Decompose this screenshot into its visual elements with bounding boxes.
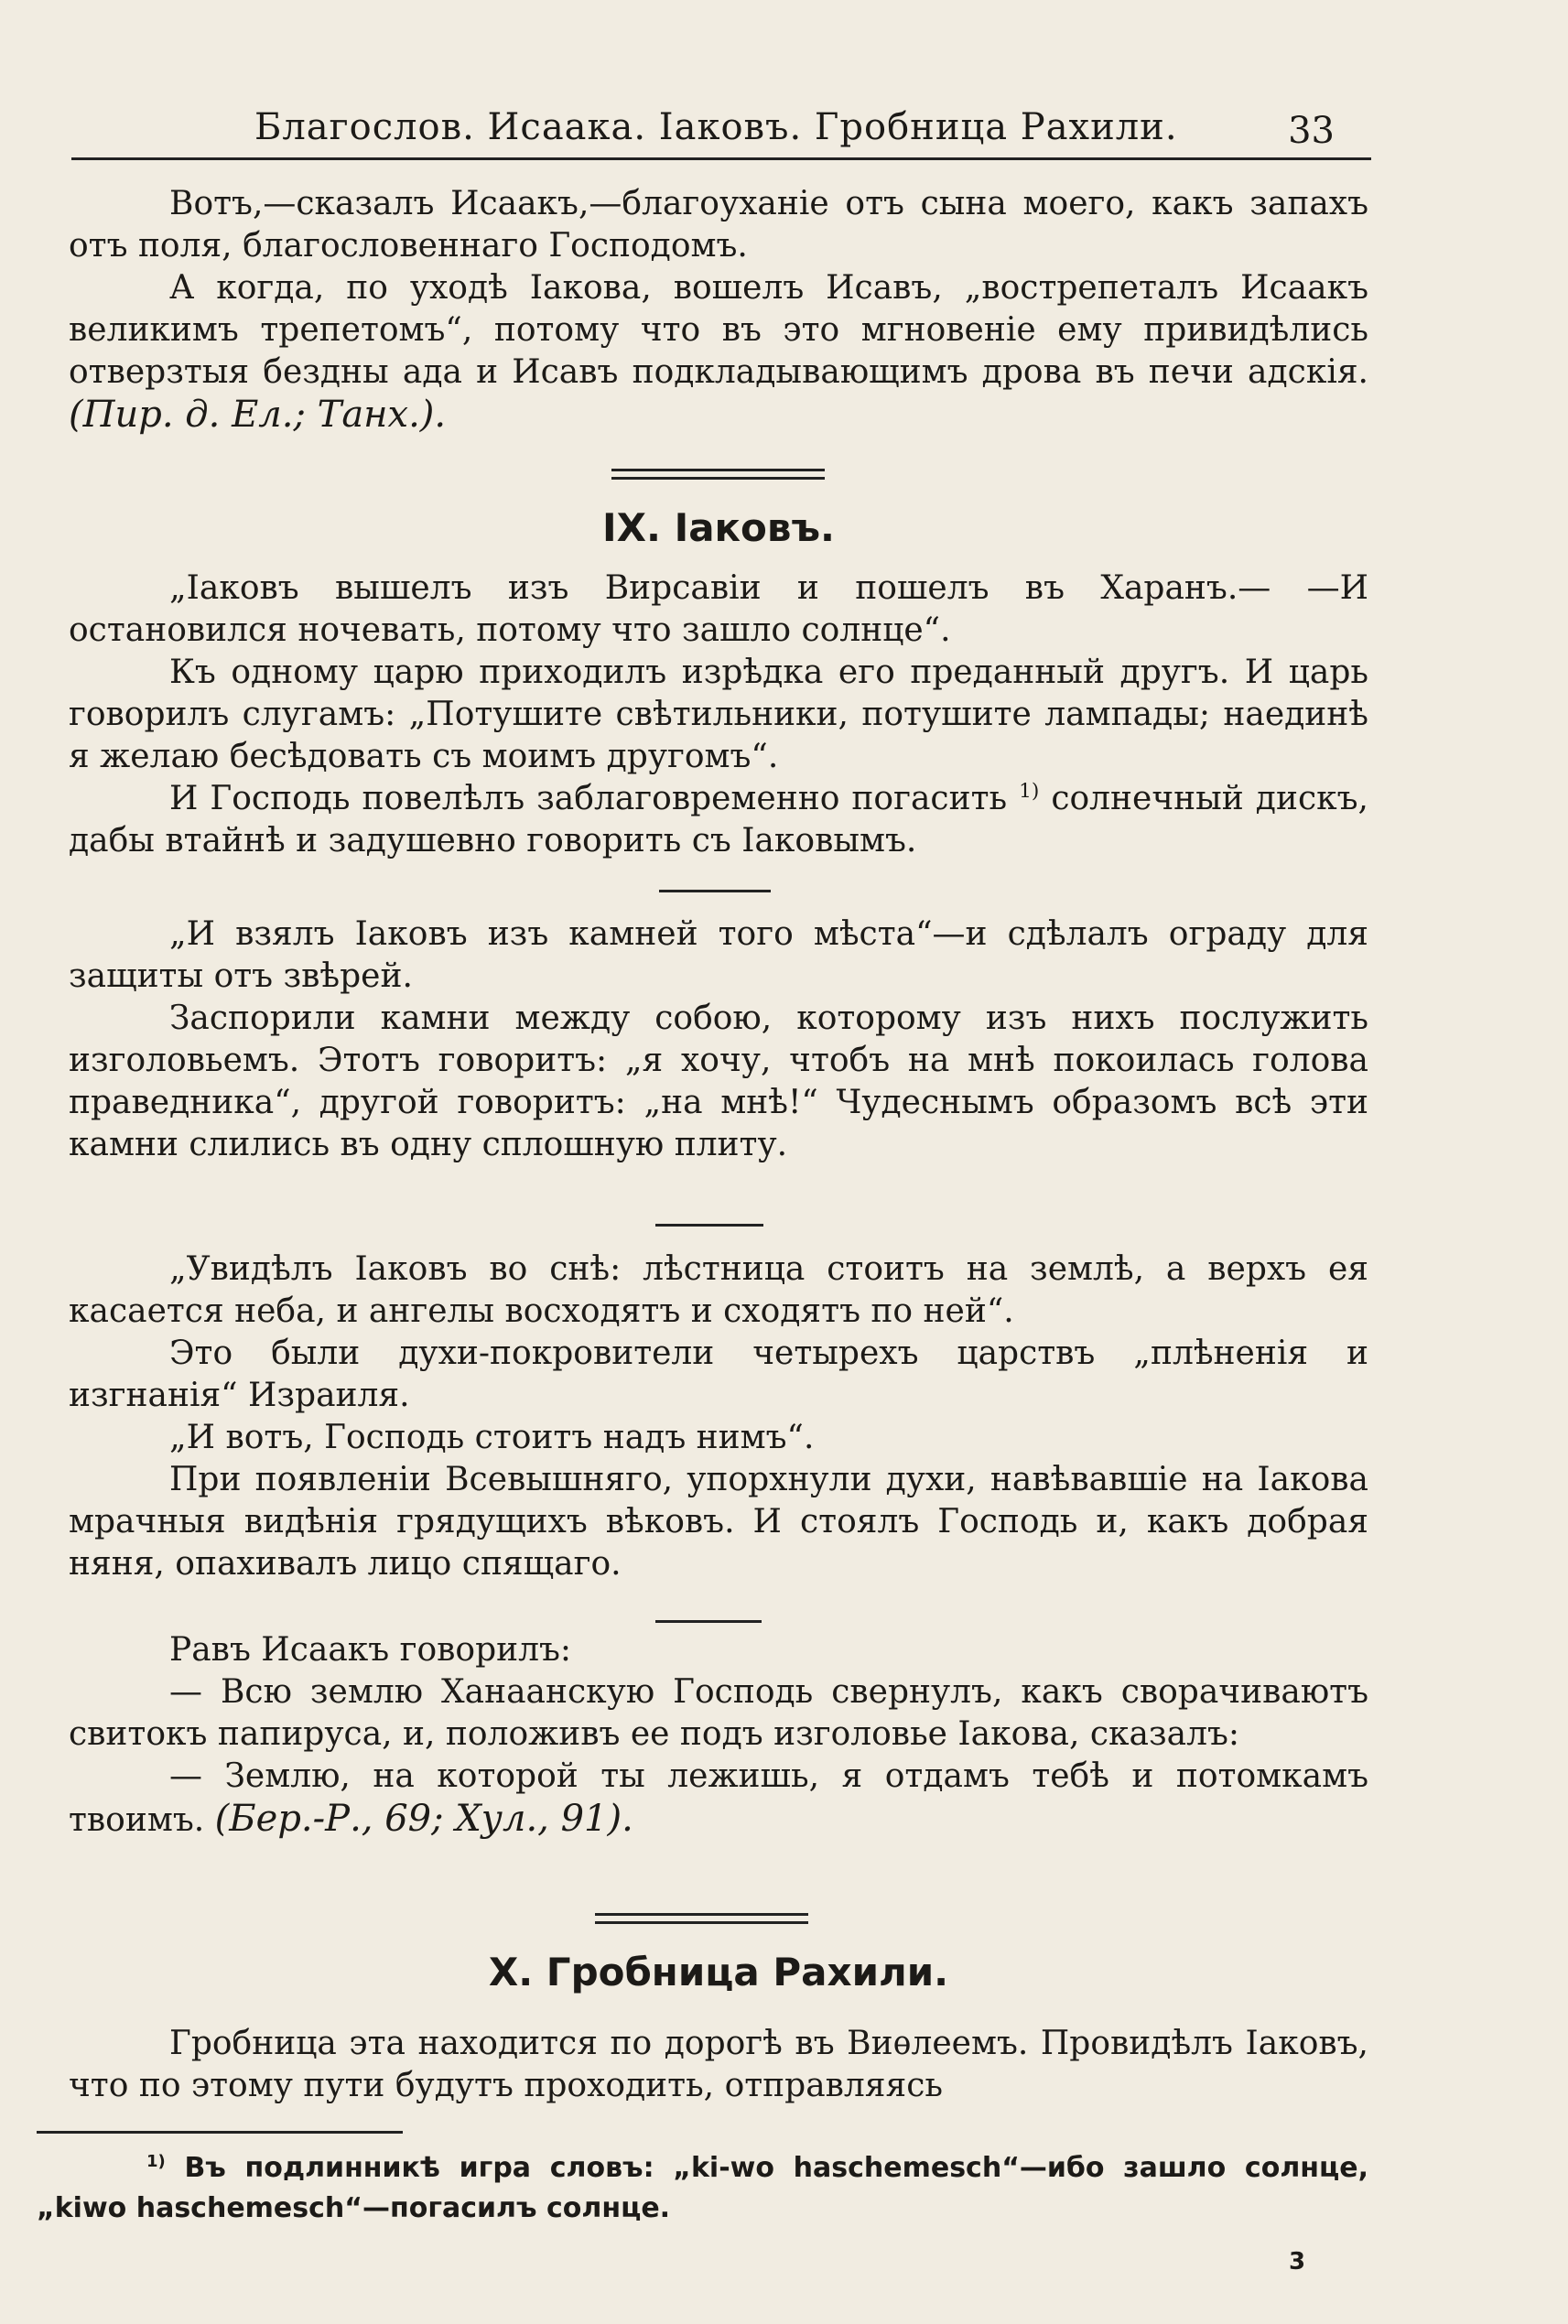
opening-text bbox=[69, 183, 1368, 438]
page-header bbox=[71, 103, 1371, 160]
footnote-rule bbox=[37, 2131, 403, 2134]
paragraph: Гробница эта находится по дорогѣ въ Виѳлеемъ. Провидѣлъ Іаковъ, что по этому пути будутъ проходить, отправляясь bbox=[69, 2025, 1368, 2104]
footnote-marker: 1) bbox=[1019, 780, 1040, 803]
paragraph: „И вотъ, Господь стоитъ надъ нимъ“. bbox=[169, 1419, 815, 1456]
section-9-text-a bbox=[69, 567, 1368, 862]
footnote-marker: 1) bbox=[146, 2152, 166, 2171]
paragraph: „Увидѣлъ Іаковъ во снѣ: лѣстница стоитъ на землѣ, а верхъ ея касается неба, и ангелы восходятъ и сходятъ по ней“. bbox=[69, 1250, 1368, 1330]
paragraph: Къ одному царю приходилъ изрѣдка его преданный другъ. И царь говорилъ слугамъ: „Потушите свѣтильники, потушите лампады; наединѣ я желаю бесѣдовать съ моимъ другомъ“. bbox=[69, 654, 1368, 775]
paragraph: Это были духи-покровители четырехъ царствъ „плѣненія и изгнанія“ Израиля. bbox=[69, 1335, 1368, 1414]
paragraph: Заспорили камни между собою, которому изъ нихъ послужить изголовьемъ. Этотъ говоритъ: „я хочу, чтобъ на мнѣ покоилась голова праведника“, другой говоритъ: „на мнѣ!“ Чудеснымъ образомъ всѣ эти камни слились въ одну сплошную плиту. bbox=[69, 1000, 1368, 1163]
section-9-text-d bbox=[69, 1629, 1368, 1842]
separator-rule bbox=[655, 1620, 762, 1623]
separator-rule bbox=[659, 890, 771, 892]
paragraph: — Землю, на которой ты лежишь, я отдамъ тебѣ и потомкамъ твоимъ. (Бер.-Р., 69; Хул., 91). bbox=[69, 1757, 1368, 1840]
paragraph: И Господь повелѣлъ заблаговременно погасить $^{1)}$ солнечный дискъ, дабы втайнѣ и задушевно говорить съ Іаковымъ. bbox=[69, 780, 1368, 859]
citation: (Пир. д. Ел.; Танх.). bbox=[69, 394, 447, 436]
paragraph: „Іаковъ вышелъ изъ Вирсавіи и пошелъ въ Харанъ.— —И остановился ночевать, потому что зашло солнце“. bbox=[69, 569, 1368, 649]
footnote: $^{1)}$ Въ подлинникѣ игра словъ: „ki-wo haschemesch“—ибо зашло солнце, „kiwo haschemesch“—погасилъ солнце. bbox=[37, 2152, 1369, 2224]
section-10-text bbox=[69, 2023, 1368, 2107]
section-divider bbox=[595, 1913, 808, 1924]
paragraph: „И взялъ Іаковъ изъ камней того мѣста“—и сдѣлалъ ограду для защиты отъ звѣрей. bbox=[69, 915, 1368, 995]
section-title-10: X. Гробница Рахили. bbox=[488, 1950, 949, 1994]
signature-mark: 3 bbox=[1289, 2248, 1306, 2275]
citation: (Бер.-Р., 69; Хул., 91). bbox=[214, 1798, 633, 1840]
section-9-text-b bbox=[69, 913, 1368, 1166]
paragraph: А когда, по уходѣ Іакова, вошелъ Исавъ, „вострепеталъ Исаакъ великимъ трепетомъ“, потому что въ это мгновеніе ему привидѣлись отверзтыя бездны ада и Исавъ подкладывающимъ дрова въ печи адскія. (Пир. д. Ел.; Танх.). bbox=[69, 269, 1368, 436]
separator-rule bbox=[655, 1224, 763, 1227]
section-title-9: IX. Іаковъ. bbox=[601, 505, 835, 550]
paragraph: — Всю землю Ханаанскую Господь свернулъ, какъ сворачиваютъ свитокъ папируса, и, положивъ ее подъ изголовье Іакова, сказалъ: bbox=[69, 1673, 1368, 1753]
running-head: Благослов. Исаака. Іаковъ. Гробница Рахили. bbox=[254, 106, 1178, 148]
paragraph: При появленіи Всевышняго, упорхнули духи, навѣвавшіе на Іакова мрачныя видѣнія грядущихъ вѣковъ. И стоялъ Господь и, какъ добрая няня, опахивалъ лицо спящаго. bbox=[69, 1461, 1368, 1583]
page-number: 33 bbox=[1288, 110, 1335, 152]
section-divider bbox=[611, 469, 825, 480]
section-9-text-c bbox=[69, 1248, 1368, 1585]
paragraph: Равъ Исаакъ говорилъ: bbox=[169, 1631, 572, 1669]
paragraph: Вотъ,—сказалъ Исаакъ,—благоуханіе отъ сына моего, какъ запахъ отъ поля, благословеннаго Господомъ. bbox=[69, 185, 1368, 265]
